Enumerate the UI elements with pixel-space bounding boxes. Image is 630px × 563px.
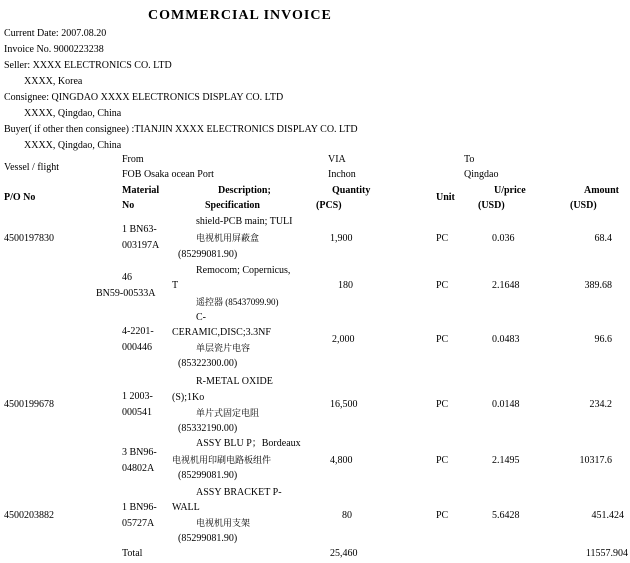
invoice-number: Invoice No. 9000223238 <box>4 44 104 55</box>
col-qty-2: (PCS) <box>316 200 342 211</box>
description-line-2: (S);1Ko <box>172 392 205 403</box>
unit-price: 5.6428 <box>492 510 520 521</box>
material-no-line-1: 1 2003- <box>122 391 153 402</box>
via-value: Inchon <box>328 169 356 180</box>
col-material-2: No <box>122 200 135 211</box>
unit-price: 0.0483 <box>492 334 520 345</box>
consignee-address: XXXX, Qingdao, China <box>24 108 122 119</box>
quantity: 1,900 <box>330 233 353 244</box>
material-no-line-1: 1 BN96- <box>122 502 157 513</box>
page-title: COMMERCIAL INVOICE <box>148 8 332 23</box>
col-qty-1: Quantity <box>332 185 371 196</box>
seller: Seller: XXXX ELECTRONICS CO. LTD <box>4 60 172 71</box>
via-label: VIA <box>328 154 346 165</box>
material-no-line-1: 4-2201- <box>122 326 154 337</box>
material-no-line-2: 000446 <box>122 342 152 353</box>
amount: 234.2 <box>589 399 612 410</box>
description-line-4: (85299081.90) <box>178 533 238 544</box>
description-line-1: shield-PCB main; TULI <box>196 216 293 227</box>
description-line-3: 单层瓷片电容 <box>196 343 251 353</box>
amount: 96.6 <box>594 334 612 345</box>
unit: PC <box>436 233 449 244</box>
unit: PC <box>436 510 449 521</box>
quantity: 2,000 <box>332 334 355 345</box>
col-price-1: U/price <box>494 185 526 196</box>
material-no-line-2: BN59-00533A <box>96 288 156 299</box>
description-line-1: ASSY BLU P；Bordeaux <box>196 438 301 449</box>
description-line-3: (85299081.90) <box>178 249 238 260</box>
material-no-line-2: 05727A <box>122 518 155 529</box>
to-label: To <box>464 154 475 165</box>
description-line-1: ASSY BRACKET P- <box>196 487 282 498</box>
unit: PC <box>436 399 449 410</box>
buyer: Buyer( if other then consignee) :TIANJIN XXXX ELECTRONICS DISPLAY CO. LTD <box>4 124 358 135</box>
unit: PC <box>436 455 449 466</box>
quantity: 4,800 <box>330 455 353 466</box>
material-no-line-2: 000541 <box>122 407 152 418</box>
quantity: 16,500 <box>330 399 358 410</box>
description-line-2: CERAMIC,DISC;3.3NF <box>172 327 271 338</box>
material-no-line-1: 3 BN96- <box>122 447 157 458</box>
amount: 68.4 <box>594 233 612 244</box>
description-line-1: C- <box>196 312 206 323</box>
unit-price: 0.0148 <box>492 399 520 410</box>
total-quantity: 25,460 <box>330 548 358 559</box>
description-line-3: 遥控器 (85437099.90) <box>196 297 279 307</box>
po-number: 4500197830 <box>4 233 54 244</box>
description-line-3: 电视机用支架 <box>196 518 251 528</box>
description-line-1: R-METAL OXIDE <box>196 376 273 387</box>
buyer-address: XXXX, Qingdao, China <box>24 140 122 151</box>
description-line-3: (85299081.90) <box>178 470 238 481</box>
to-value: Qingdao <box>464 169 499 180</box>
description-line-2: WALL <box>172 502 200 513</box>
total-amount: 11557.904 <box>585 548 628 559</box>
from-value: FOB Osaka ocean Port <box>122 169 214 180</box>
description-line-4: (85322300.00) <box>178 358 238 369</box>
amount: 10317.6 <box>579 455 612 466</box>
total-label: Total <box>122 548 143 559</box>
quantity: 180 <box>338 280 353 291</box>
material-no-line-2: 003197A <box>122 240 160 251</box>
unit-price: 2.1648 <box>492 280 520 291</box>
col-amount-1: Amount <box>584 185 620 196</box>
description-line-3: 单片式固定电阻 <box>196 408 260 418</box>
po-number: 4500199678 <box>4 399 54 410</box>
col-material-1: Material <box>122 185 160 196</box>
col-desc-2: Specification <box>205 200 260 211</box>
col-price-2: (USD) <box>478 200 505 211</box>
description-line-4: (85332190.00) <box>178 423 238 434</box>
unit-price: 0.036 <box>492 233 515 244</box>
unit: PC <box>436 334 449 345</box>
quantity: 80 <box>342 510 352 521</box>
unit: PC <box>436 280 449 291</box>
col-unit: Unit <box>436 192 455 203</box>
col-po: P/O No <box>4 192 36 203</box>
po-number: 4500203882 <box>4 510 54 521</box>
seller-address: XXXX, Korea <box>24 76 83 87</box>
material-no-line-1: 46 <box>122 272 132 283</box>
current-date: Current Date: 2007.08.20 <box>4 28 107 39</box>
unit-price: 2.1495 <box>492 455 520 466</box>
description-line-2: 电视机用印刷电路板组件 <box>172 455 272 465</box>
amount: 389.68 <box>584 280 612 291</box>
material-no-line-1: 1 BN63- <box>122 224 157 235</box>
vessel-label: Vessel / flight <box>4 162 59 173</box>
material-no-line-2: 04802A <box>122 463 155 474</box>
from-label: From <box>122 154 144 165</box>
description-line-1: Remocom; Copernicus, <box>196 265 291 276</box>
col-desc-1: Description; <box>218 185 271 196</box>
consignee: Consignee: QINGDAO XXXX ELECTRONICS DISPLAY CO. LTD <box>4 92 284 103</box>
amount: 451.424 <box>591 510 624 521</box>
description-line-2: T <box>172 280 179 291</box>
col-amount-2: (USD) <box>570 200 597 211</box>
description-line-2: 电视机用屏蔽盒 <box>196 233 260 243</box>
